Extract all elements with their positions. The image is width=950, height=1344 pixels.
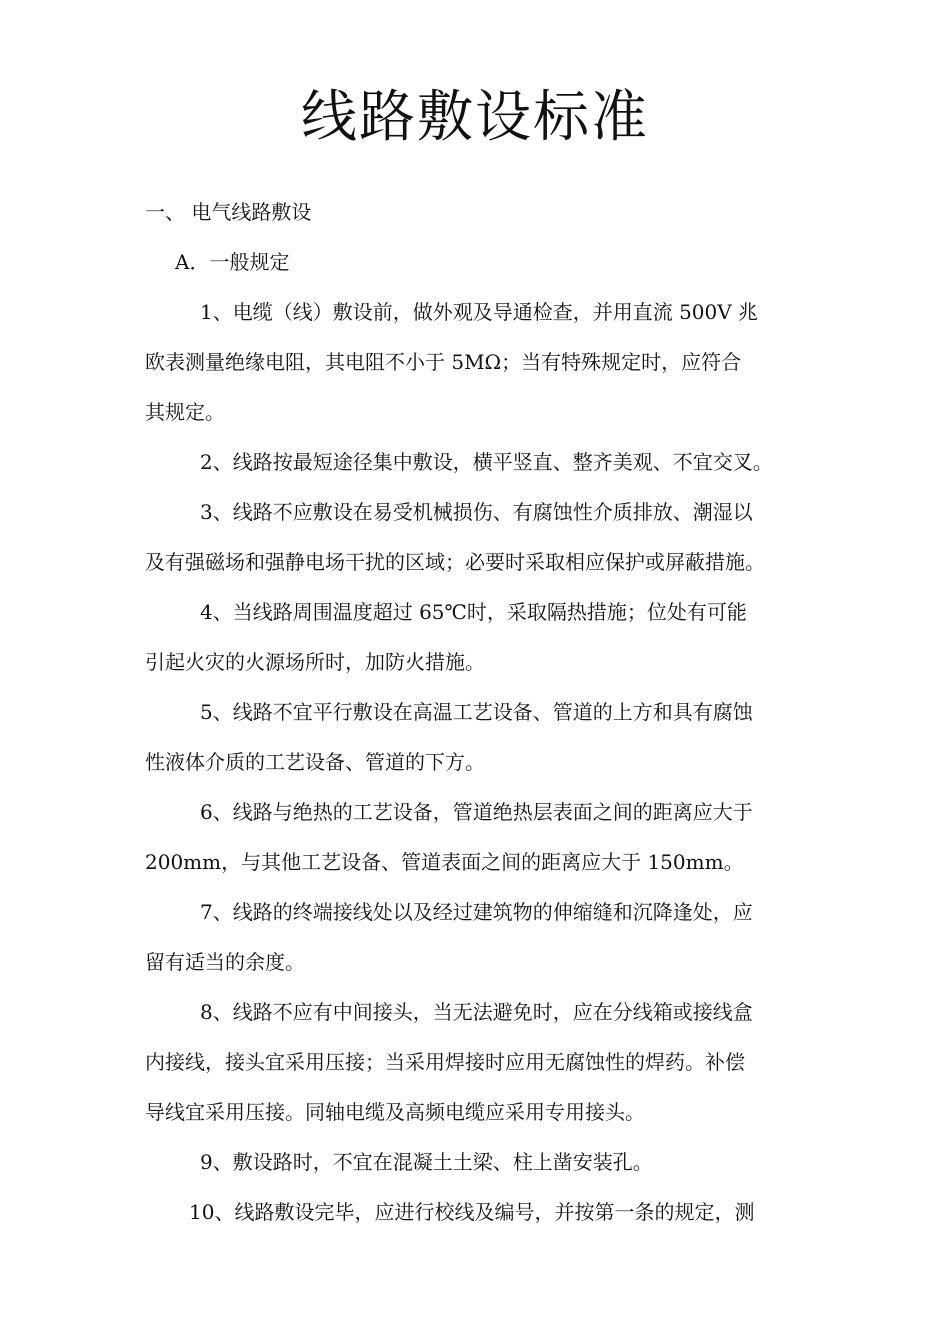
paragraph-line: 欧表测量绝缘电阻，其电阻不小于 5MΩ；当有特殊规定时，应符合	[145, 350, 742, 374]
paragraph-line: 内接线，接头宜采用压接；当采用焊接时应用无腐蚀性的焊药。补偿	[145, 1050, 745, 1074]
paragraph-line: 留有适当的余度。	[145, 950, 305, 974]
paragraph-line: 6、线路与绝热的工艺设备，管道绝热层表面之间的距离应大于	[200, 800, 753, 824]
paragraph-line: 5、线路不宜平行敷设在高温工艺设备、管道的上方和具有腐蚀	[200, 700, 753, 724]
paragraph-line: 性液体介质的工艺设备、管道的下方。	[145, 750, 485, 774]
section-heading: 一、 电气线路敷设	[145, 200, 312, 224]
paragraph-line: 2、线路按最短途径集中敷设，横平竖直、整齐美观、不宜交叉。	[200, 450, 773, 474]
paragraph-line: 8、线路不应有中间接头，当无法避免时，应在分线箱或接线盒	[200, 1000, 753, 1024]
paragraph-line: 其规定。	[145, 400, 225, 424]
paragraph-line: 3、线路不应敷设在易受机械损伤、有腐蚀性介质排放、潮湿以	[200, 500, 753, 524]
paragraph-line: 200mm，与其他工艺设备、管道表面之间的距离应大于 150mm。	[145, 850, 744, 874]
paragraph-line: 9、敷设路时，不宜在混凝土土梁、柱上凿安装孔。	[200, 1150, 653, 1174]
subsection-heading: A．一般规定	[175, 250, 290, 274]
paragraph-line: 7、线路的终端接线处以及经过建筑物的伸缩缝和沉降逢处，应	[200, 900, 753, 924]
paragraph-line: 4、当线路周围温度超过 65℃时，采取隔热措施；位处有可能	[200, 600, 747, 624]
paragraph-line: 及有强磁场和强静电场干扰的区域；必要时采取相应保护或屏蔽措施。	[145, 550, 765, 574]
paragraph-line: 导线宜采用压接。同轴电缆及高频电缆应采用专用接头。	[145, 1100, 645, 1124]
paragraph-line: 引起火灾的火源场所时，加防火措施。	[145, 650, 485, 674]
document-title: 线路敷设标准	[301, 85, 649, 150]
paragraph-line: 10、线路敷设完毕，应进行校线及编号，并按第一条的规定，测	[189, 1200, 755, 1224]
paragraph-line: 1、电缆（线）敷设前，做外观及导通检查，并用直流 500V 兆	[200, 300, 759, 324]
